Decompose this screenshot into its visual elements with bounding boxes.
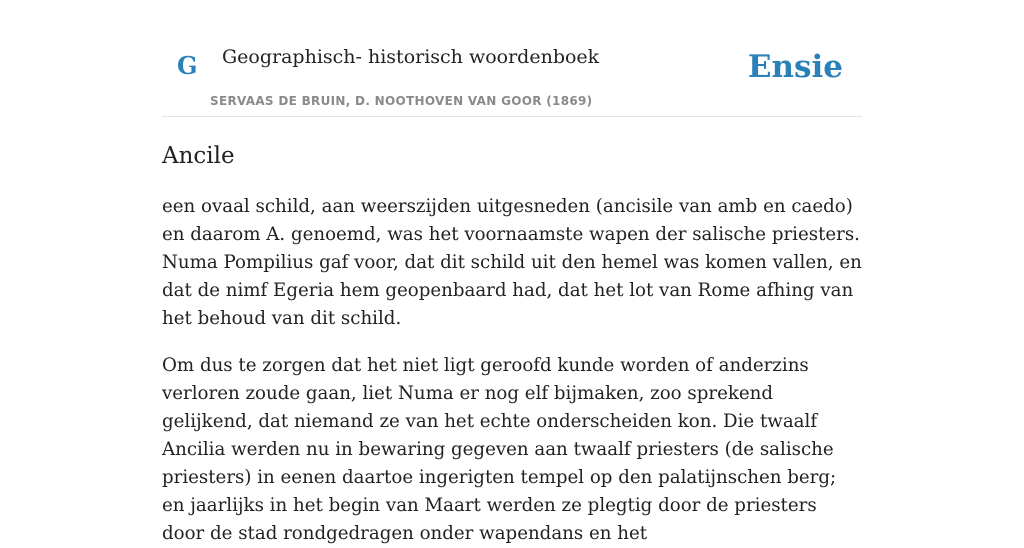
book-logo-icon[interactable]: G [177,51,198,80]
ensie-logo[interactable]: Ensie [747,49,843,85]
page [162,0,862,548]
entry-paragraph: Om dus te zorgen dat het niet ligt geroofd kunde worden of anderzins verloren zoude gaan, liet Numa er nog elf bijmaken, zoo sprekend gelijkend, dat niemand ze van het echte onderscheiden kon. Die twaalf Ancilia werden nu in bewaring gegeven aan twaalf priesters (de salische priesters) in eenen daartoe ingerigten tempel op den palatijnschen berg; en jaarlijks in het begin van Maart werden ze plegtig door de priesters door de stad rondgedragen onder wapendans en het [162,355,837,544]
book-header [162,0,862,117]
book-title-link[interactable]: Geographisch- historisch woordenboek [222,46,600,68]
book-meta: SERVAAS DE BRUIN, D. NOOTHOVEN VAN GOOR (1869) [210,94,593,108]
entry-paragraph: een ovaal schild, aan weerszijden uitgesneden (ancisile van amb en caedo) en daarom A. genoemd, was het voornaamste wapen der salische priesters. Numa Pompilius gaf voor, dat dit schild uit den hemel was komen vallen, en dat de nimf Egeria hem geopenbaard had, dat het lot van Rome afhing van het behoud van dit schild. [162,196,862,329]
entry-title: Ancile [162,143,235,169]
